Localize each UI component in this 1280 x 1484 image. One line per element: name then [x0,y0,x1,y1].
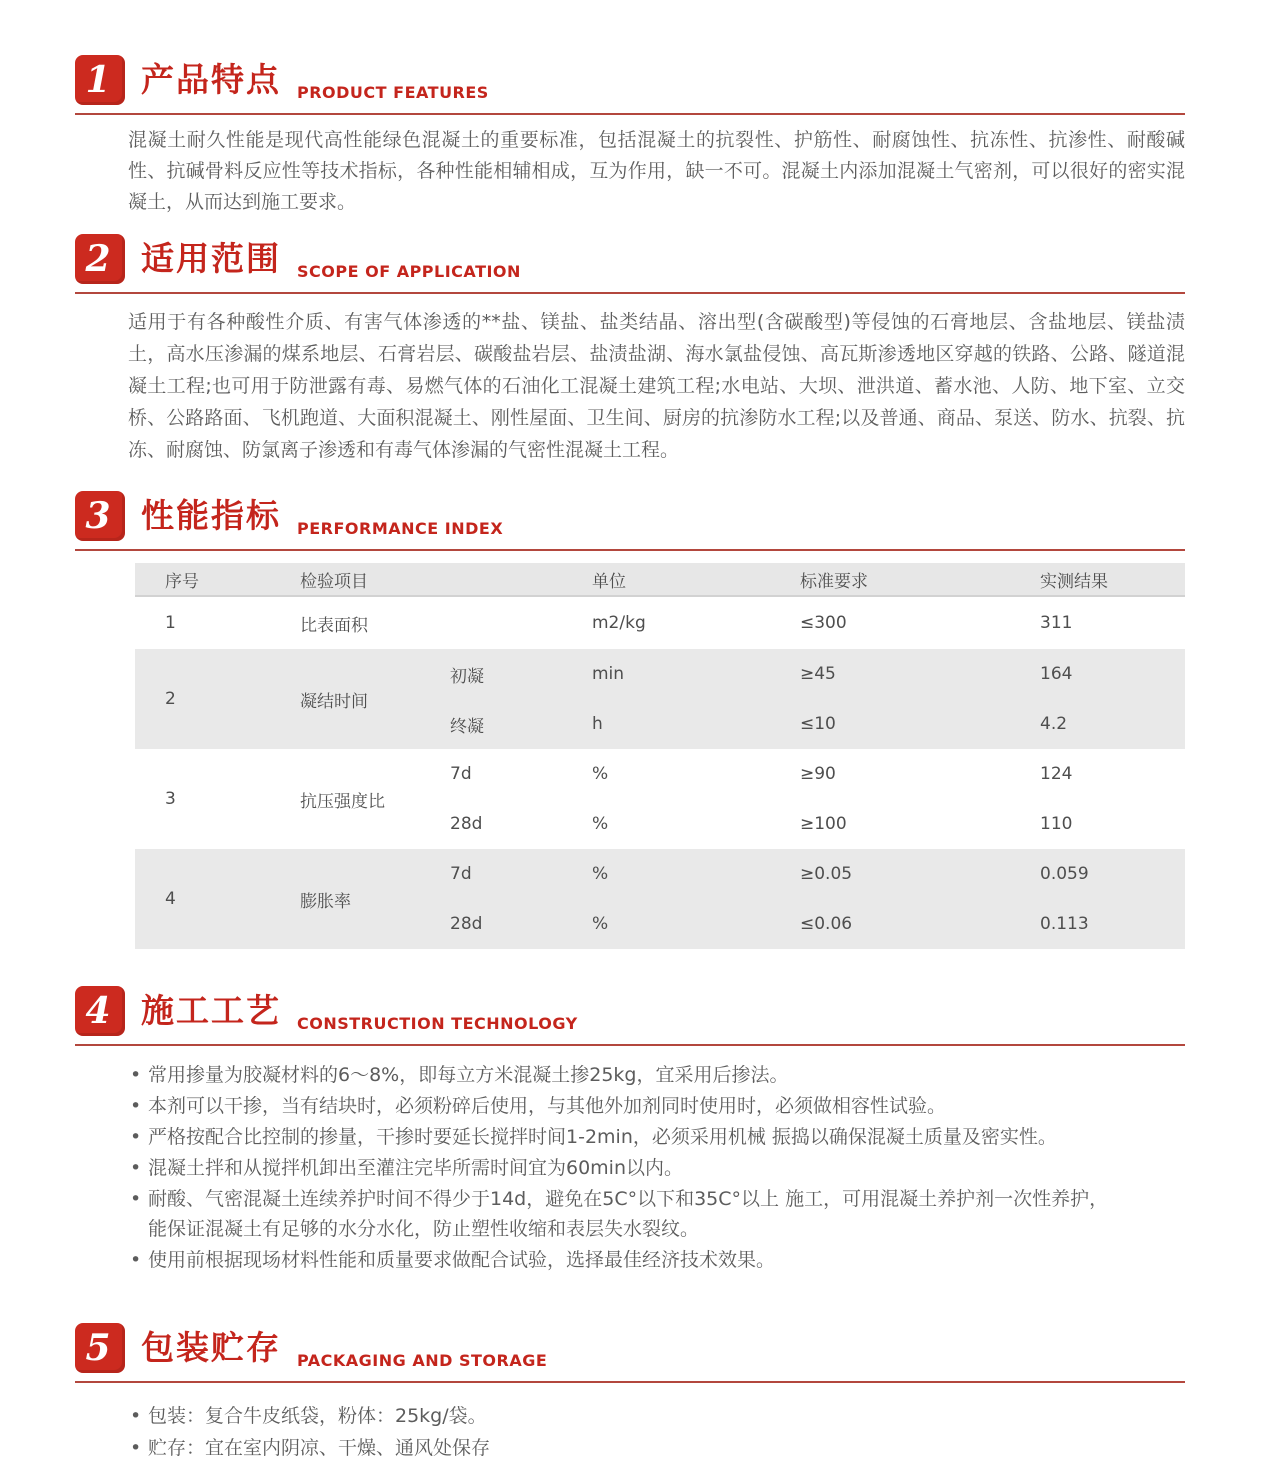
measured-result-cell: 0.113 [1040,914,1089,934]
row-number-cell: 1 [165,613,176,633]
construction-bullet-list [130,1060,1280,1275]
section-1-header [75,55,1185,115]
unit-cell: min [592,664,625,684]
sub-item-cell: 终凝 [450,716,484,737]
inspection-item-cell: 抗压强度比 [300,791,385,812]
unit-cell: % [592,864,609,884]
unit-cell: % [592,814,609,834]
table-header-cell: 实测结果 [1040,571,1108,592]
standard-requirement-cell: ≥0.05 [800,864,853,884]
section-5-title-cn: 包装贮存 [141,1327,281,1367]
section-4-title-cn: 施工工艺 [141,990,281,1030]
measured-result-cell: 311 [1040,613,1073,633]
sub-item-cell: 28d [450,914,483,934]
standard-requirement-cell: ≥100 [800,814,847,834]
unit-cell: h [592,714,603,734]
section-3-number-badge [75,491,125,541]
table-header-row [135,563,1185,597]
section-number: 4 [85,990,111,1032]
performance-table [135,563,1185,949]
list-item: • 严格按配合比控制的掺量，干掺时要延长搅拌时间1-2min，必须采用机械 振捣以确保混凝土质量及密实性。 [130,1122,1115,1152]
section-2-paragraph: 适用于有各种酸性介质、有害气体渗透的**盐、镁盐、盐类结晶、溶出型(含碳酸型)等侵蚀的石膏地层、含盐地层、镁盐渍土，高水压渗漏的煤系地层、石膏岩层、碳酸盐岩层、盐渍盐湖、海水氯盐侵蚀、高瓦斯渗透地区穿越的铁路、公路、隧道混凝土工程;也可用于防泄露有毒、易燃气体的石油化工混凝土建筑工程;水电站、大坝、泄洪道、蓄水池、人防、地下室、立交桥、公路路面、飞机跑道、大面积混凝土、刚性屋面、卫生间、厨房的抗渗防水工程;以及普通、商品、泵送、防水、抗裂、抗冻、耐腐蚀、防氯离子渗透和有毒气体渗漏的气密性混凝土工程。 [128,311,1185,461]
list-item: • 耐酸、气密混凝土连续养护时间不得少于14d，避免在5C°以下和35C°以上 施工，可用混凝土养护剂一次性养护，能保证混凝土有足够的水分水化，防止塑性收缩和表层失水裂纹。 [130,1184,1115,1244]
list-item: • 本剂可以干掺，当有结块时，必须粉碎后使用，与其他外加剂同时使用时，必须做相容性试验。 [130,1091,1115,1121]
section-3-header [75,491,1185,551]
list-item: • 混凝土拌和从搅拌机卸出至灌注完毕所需时间宜为60min以内。 [130,1153,1115,1183]
measured-result-cell: 124 [1040,764,1073,784]
section-5-title-en: PACKAGING AND STORAGE [297,1351,548,1370]
section-4-title-en: CONSTRUCTION TECHNOLOGY [297,1014,578,1033]
standard-requirement-cell: ≥90 [800,764,836,784]
inspection-item-cell: 比表面积 [300,615,368,636]
section-2-number-badge [75,234,125,284]
measured-result-cell: 0.059 [1040,864,1089,884]
section-3-title-cn: 性能指标 [141,495,281,535]
table-header-cell: 标准要求 [800,571,868,592]
measured-result-cell: 4.2 [1040,714,1068,734]
table-row [135,749,1185,849]
unit-cell: % [592,764,609,784]
section-1-number-badge [75,55,125,105]
inspection-item-cell: 凝结时间 [300,691,368,712]
section-number: 5 [85,1327,111,1369]
list-item: • 常用掺量为胶凝材料的6～8%，即每立方米混凝土掺25kg，宜采用后掺法。 [130,1060,1115,1090]
section-5-number-badge [75,1323,125,1373]
section-number: 1 [85,59,111,101]
section-4-number-badge [75,986,125,1036]
standard-requirement-cell: ≤10 [800,714,836,734]
section-2-header [75,234,1185,294]
list-item: • 使用前根据现场材料性能和质量要求做配合试验，选择最佳经济技术效果。 [130,1245,1115,1275]
sub-item-cell: 初凝 [450,666,484,687]
section-3-title-en: PERFORMANCE INDEX [297,519,504,538]
unit-cell: % [592,914,609,934]
table-header-cell: 序号 [165,571,199,592]
row-number-cell: 2 [165,689,176,709]
row-number-cell: 3 [165,789,176,809]
section-4-header [75,986,1185,1046]
measured-result-cell: 164 [1040,664,1073,684]
standard-requirement-cell: ≤0.06 [800,914,853,934]
section-2-title-en: SCOPE OF APPLICATION [297,262,521,281]
unit-cell: m2/kg [592,613,646,633]
table-row [135,597,1185,649]
table-header-cell: 检验项目 [300,571,368,592]
sub-item-cell: 7d [450,764,472,784]
sub-item-cell: 28d [450,814,483,834]
section-number: 3 [85,495,111,537]
section-1-title-cn: 产品特点 [141,59,281,99]
table-row [135,849,1185,949]
section-1-paragraph: 混凝土耐久性能是现代高性能绿色混凝土的重要标准，包括混凝土的抗裂性、护筋性、耐腐蚀性、抗冻性、抗渗性、耐酸碱性、抗碱骨料反应性等技术指标，各种性能相辅相成，互为作用，缺一不可。混凝土内添加混凝土气密剂，可以很好的密实混凝土，从而达到施工要求。 [128,129,1185,213]
inspection-item-cell: 膨胀率 [300,891,351,912]
list-item: • 贮存：宜在室内阴凉、干燥、通风处保存 [130,1433,1115,1464]
measured-result-cell: 110 [1040,814,1073,834]
standard-requirement-cell: ≥45 [800,664,836,684]
sub-item-cell: 7d [450,864,472,884]
table-header-cell: 单位 [592,571,626,592]
section-5-header [75,1323,1185,1383]
list-item: • 包装：复合牛皮纸袋，粉体：25kg/袋。 [130,1401,1115,1432]
row-number-cell: 4 [165,889,176,909]
table-row [135,649,1185,749]
standard-requirement-cell: ≤300 [800,613,847,633]
section-1-title-en: PRODUCT FEATURES [297,83,489,102]
section-number: 2 [85,238,111,280]
packaging-bullet-list [130,1401,1280,1464]
section-2-title-cn: 适用范围 [141,238,281,278]
